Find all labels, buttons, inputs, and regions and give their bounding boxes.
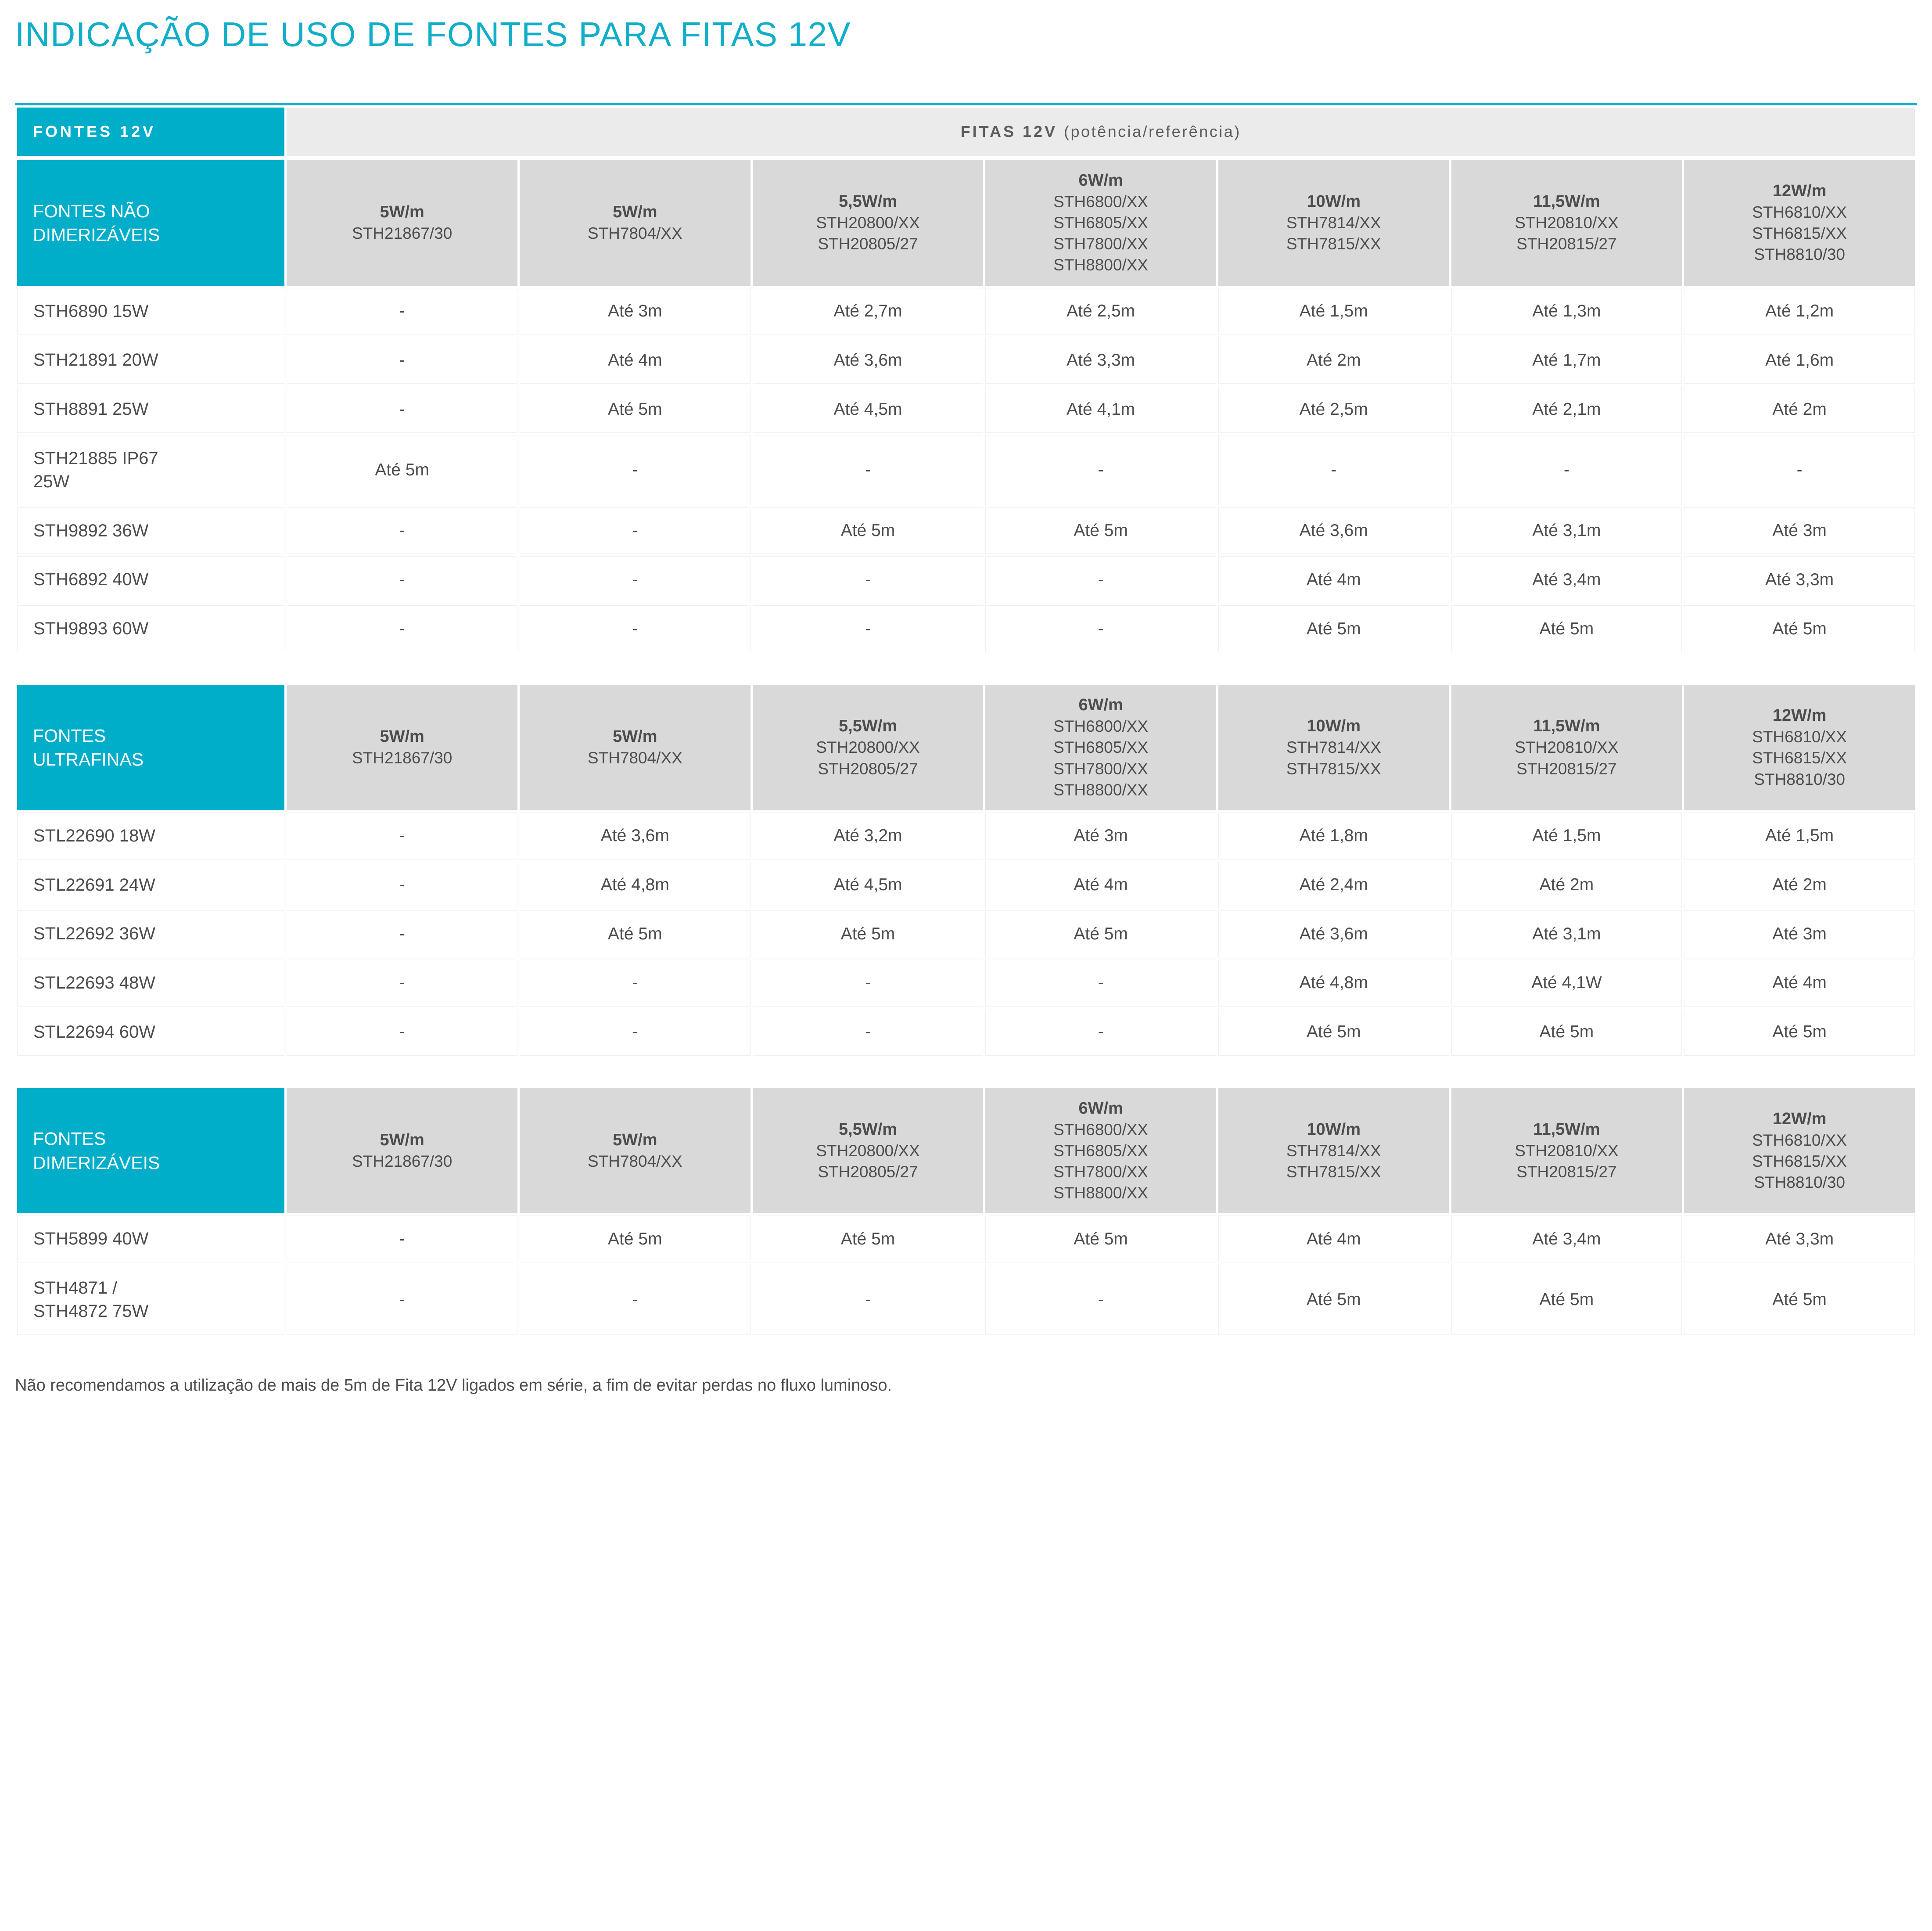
row-label xyxy=(17,605,284,652)
column-header-power: 12W/m xyxy=(1772,706,1827,725)
table-cell: Até 1,5m xyxy=(1218,288,1449,335)
column-header-ref: STH6800/XX xyxy=(1053,193,1149,211)
row-label-line: STH8891 25W xyxy=(33,399,149,419)
table-cell: Até 3,1m xyxy=(1451,507,1682,554)
table-cell: - xyxy=(753,556,984,603)
table-cell: - xyxy=(520,960,751,1007)
column-header-1 xyxy=(520,160,751,286)
table-cell: - xyxy=(985,605,1216,652)
column-header-ref: STH21867/30 xyxy=(352,1152,452,1171)
row-label-line: STH9893 60W xyxy=(33,619,149,639)
column-header-power: 6W/m xyxy=(1078,695,1123,714)
table-cell: - xyxy=(287,862,517,909)
table-cell: Até 3,6m xyxy=(520,813,751,859)
column-header-6 xyxy=(1684,160,1915,286)
column-header-ref: STH6815/XX xyxy=(1752,1152,1847,1171)
table-row xyxy=(17,556,1915,603)
table-cell: Até 2,1m xyxy=(1451,386,1682,433)
column-header-ref: STH8800/XX xyxy=(1053,256,1149,274)
table-cell: - xyxy=(287,337,517,384)
column-header-power: 10W/m xyxy=(1307,717,1361,736)
section-label-line: DIMERIZÁVEIS xyxy=(33,1152,160,1173)
row-label xyxy=(17,556,284,603)
table-cell: Até 4,1W xyxy=(1451,960,1682,1007)
table-cell: Até 1,5m xyxy=(1684,813,1915,859)
row-label-line: STL22692 36W xyxy=(33,924,155,944)
table-cell: - xyxy=(287,288,517,335)
table-cell: Até 3,6m xyxy=(1218,910,1449,957)
table-cell: - xyxy=(753,605,984,652)
table-cell: Até 4m xyxy=(1218,1215,1449,1262)
section-label-line: ULTRAFINAS xyxy=(33,749,144,770)
column-header-ref: STH20805/27 xyxy=(818,759,918,778)
table-cell: - xyxy=(985,435,1216,505)
row-label xyxy=(17,960,284,1007)
table-cell: - xyxy=(287,910,517,957)
table-cell: - xyxy=(520,1009,751,1056)
column-header-ref: STH6800/XX xyxy=(1053,717,1149,736)
column-header-power: 10W/m xyxy=(1307,1120,1361,1139)
table-cell: - xyxy=(753,435,984,505)
column-header-ref: STH7815/XX xyxy=(1286,759,1381,778)
column-header-ref: STH20805/27 xyxy=(818,235,918,253)
column-header-0 xyxy=(287,160,517,286)
column-header-power: 5,5W/m xyxy=(838,717,897,736)
table-row xyxy=(17,1265,1915,1335)
table-cell: Até 3m xyxy=(985,813,1216,859)
column-header-0 xyxy=(287,685,517,810)
row-label xyxy=(17,813,284,859)
column-header-3 xyxy=(985,1088,1216,1214)
row-label xyxy=(17,862,284,909)
row-label-line: STH6890 15W xyxy=(33,301,149,321)
page-title: INDICAÇÃO DE USO DE FONTES PARA FITAS 12V xyxy=(15,15,851,54)
column-header-1 xyxy=(520,685,751,810)
table-cell: Até 3,4m xyxy=(1451,1215,1682,1262)
column-header-ref: STH20805/27 xyxy=(818,1163,918,1181)
table-cell: - xyxy=(287,1215,517,1262)
column-header-ref: STH20810/XX xyxy=(1515,214,1619,232)
tables-container xyxy=(0,105,1932,1337)
table-cell: - xyxy=(287,1009,517,1056)
table-cell: Até 4,5m xyxy=(753,386,984,433)
column-header-ref: STH6810/XX xyxy=(1752,728,1847,746)
banner-fitas-light: (potência/referência) xyxy=(1064,122,1241,140)
section-label xyxy=(17,685,284,810)
column-header-power: 5,5W/m xyxy=(838,1120,897,1139)
column-header-ref: STH20800/XX xyxy=(816,738,920,757)
column-header-ref: STH6810/XX xyxy=(1752,203,1847,222)
table-cell: Até 5m xyxy=(520,1215,751,1262)
row-label-line: 25W xyxy=(33,471,70,491)
column-header-ref: STH6800/XX xyxy=(1053,1121,1149,1139)
column-header-ref: STH21867/30 xyxy=(352,224,452,243)
table-cell: Até 4,8m xyxy=(1218,960,1449,1007)
column-header-power: 12W/m xyxy=(1772,181,1827,200)
table-cell: - xyxy=(520,435,751,505)
table-cell: Até 2,5m xyxy=(985,288,1216,335)
table-cell: Até 2,7m xyxy=(753,288,984,335)
table-row xyxy=(17,813,1915,859)
table-cell: Até 2m xyxy=(1218,337,1449,384)
column-header-ref: STH20815/27 xyxy=(1516,235,1617,253)
table-cell: Até 3,2m xyxy=(753,813,984,859)
table-cell: Até 3,6m xyxy=(753,337,984,384)
row-label-line: STH5899 40W xyxy=(33,1229,149,1249)
column-header-ref: STH7815/XX xyxy=(1286,235,1381,253)
table-cell: Até 3,3m xyxy=(1684,1215,1915,1262)
table-cell: - xyxy=(287,386,517,433)
table-cell: - xyxy=(1218,435,1449,505)
column-header-ref: STH7800/XX xyxy=(1053,1163,1149,1181)
column-header-power: 12W/m xyxy=(1772,1109,1827,1128)
row-label xyxy=(17,435,284,505)
table-cell: Até 3,3m xyxy=(1684,556,1915,603)
section-label-line: DIMERIZÁVEIS xyxy=(33,224,160,245)
table-cell: - xyxy=(753,960,984,1007)
table-cell: Até 5m xyxy=(753,507,984,554)
column-header-2 xyxy=(753,1088,984,1214)
table-cell: Até 2,4m xyxy=(1218,862,1449,909)
column-header-0 xyxy=(287,1088,517,1214)
column-header-ref: STH7800/XX xyxy=(1053,235,1149,253)
column-header-ref: STH6815/XX xyxy=(1752,749,1847,767)
row-label-line: STL22694 60W xyxy=(33,1022,155,1042)
section-table-1 xyxy=(15,683,1917,1058)
banner-table xyxy=(15,105,1917,158)
column-header-power: 5W/m xyxy=(380,202,424,221)
column-header-3 xyxy=(985,160,1216,286)
column-header-ref: STH6805/XX xyxy=(1053,214,1149,232)
column-header-ref: STH7814/XX xyxy=(1286,1142,1381,1160)
table-cell: - xyxy=(287,1265,517,1335)
table-cell: - xyxy=(520,556,751,603)
table-row xyxy=(17,1009,1915,1056)
column-header-ref: STH7804/XX xyxy=(587,749,682,767)
column-header-power: 11,5W/m xyxy=(1533,717,1600,736)
table-cell: - xyxy=(287,605,517,652)
column-header-ref: STH21867/30 xyxy=(352,749,452,767)
column-header-6 xyxy=(1684,1088,1915,1214)
section-label-line: FONTES xyxy=(33,725,106,746)
row-label xyxy=(17,1265,284,1335)
column-header-ref: STH7814/XX xyxy=(1286,214,1381,232)
section-spacer xyxy=(15,654,1917,683)
banner-fitas-strong: FITAS 12V xyxy=(960,122,1064,140)
section-label-line: FONTES NÃO xyxy=(33,201,150,221)
table-row xyxy=(17,605,1915,652)
banner-row xyxy=(17,108,1915,156)
table-cell: Até 5m xyxy=(985,1215,1216,1262)
column-header-4 xyxy=(1218,160,1449,286)
table-cell: - xyxy=(287,960,517,1007)
section-table-2 xyxy=(15,1086,1917,1337)
column-header-6 xyxy=(1684,685,1915,810)
table-cell: Até 5m xyxy=(1218,605,1449,652)
table-cell: Até 5m xyxy=(1684,605,1915,652)
section-label-line: FONTES xyxy=(33,1129,106,1149)
table-cell: Até 4m xyxy=(1218,556,1449,603)
table-cell: - xyxy=(287,813,517,859)
column-header-2 xyxy=(753,160,984,286)
table-cell: - xyxy=(753,1009,984,1056)
table-cell: Até 2m xyxy=(1684,862,1915,909)
row-label-line: STH21891 20W xyxy=(33,350,158,370)
table-row xyxy=(17,386,1915,433)
column-header-power: 6W/m xyxy=(1078,171,1123,190)
table-cell: Até 5m xyxy=(1451,605,1682,652)
table-cell: - xyxy=(287,507,517,554)
column-header-power: 5W/m xyxy=(380,727,424,746)
table-cell: Até 4m xyxy=(985,862,1216,909)
section-spacer xyxy=(15,1058,1917,1086)
page-header xyxy=(0,0,1932,105)
table-cell: - xyxy=(985,556,1216,603)
column-header-4 xyxy=(1218,1088,1449,1214)
section-table-0 xyxy=(15,158,1917,654)
table-row xyxy=(17,960,1915,1007)
table-cell: - xyxy=(1451,435,1682,505)
table-cell: - xyxy=(753,1265,984,1335)
row-label xyxy=(17,1009,284,1056)
row-label xyxy=(17,910,284,957)
footer-note: Não recomendamos a utilização de mais de 5m de Fita 12V ligados em série, a fim de evitar perdas no fluxo luminoso. xyxy=(15,1376,892,1395)
table-cell: - xyxy=(985,1265,1216,1335)
table-cell: Até 4,5m xyxy=(753,862,984,909)
column-header-ref: STH8810/30 xyxy=(1754,770,1846,788)
table-row xyxy=(17,507,1915,554)
column-header-power: 5W/m xyxy=(613,727,657,746)
row-label xyxy=(17,386,284,433)
table-cell: Até 2,5m xyxy=(1218,386,1449,433)
table-cell: Até 1,5m xyxy=(1451,813,1682,859)
column-header-ref: STH20810/XX xyxy=(1515,1142,1619,1160)
section-header-row xyxy=(17,1088,1915,1214)
table-cell: - xyxy=(985,1009,1216,1056)
column-header-ref: STH6805/XX xyxy=(1053,738,1149,757)
table-cell: Até 1,6m xyxy=(1684,337,1915,384)
column-header-ref: STH20815/27 xyxy=(1516,1163,1617,1181)
table-cell: - xyxy=(287,556,517,603)
table-row xyxy=(17,435,1915,505)
column-header-ref: STH20810/XX xyxy=(1515,738,1619,757)
column-header-power: 5W/m xyxy=(613,1130,657,1149)
row-label-line: STH6892 40W xyxy=(33,570,149,590)
table-row xyxy=(17,288,1915,335)
column-header-ref: STH6815/XX xyxy=(1752,224,1847,243)
table-cell: Até 3m xyxy=(1684,910,1915,957)
table-cell: Até 5m xyxy=(1218,1009,1449,1056)
table-cell: Até 5m xyxy=(1451,1009,1682,1056)
table-cell: Até 1,7m xyxy=(1451,337,1682,384)
row-label-line: STH9892 36W xyxy=(33,521,149,540)
table-cell: - xyxy=(520,1265,751,1335)
table-cell: Até 5m xyxy=(520,910,751,957)
table-cell: Até 5m xyxy=(1684,1009,1915,1056)
table-cell: Até 3m xyxy=(1684,507,1915,554)
table-cell: Até 3m xyxy=(520,288,751,335)
column-header-ref: STH7804/XX xyxy=(587,224,682,243)
column-header-2 xyxy=(753,685,984,810)
row-label xyxy=(17,288,284,335)
column-header-1 xyxy=(520,1088,751,1214)
table-row xyxy=(17,337,1915,384)
column-header-ref: STH7815/XX xyxy=(1286,1163,1381,1181)
column-header-5 xyxy=(1451,685,1682,810)
column-header-ref: STH20800/XX xyxy=(816,214,920,232)
table-cell: Até 5m xyxy=(287,435,517,505)
banner-fontes-12v-label: FONTES 12V xyxy=(17,108,284,156)
column-header-ref: STH6805/XX xyxy=(1053,1142,1149,1160)
section-label xyxy=(17,160,284,286)
row-label-line: STL22690 18W xyxy=(33,826,155,845)
row-label-line: STL22693 48W xyxy=(33,973,155,993)
section-label xyxy=(17,1088,284,1214)
column-header-ref: STH6810/XX xyxy=(1752,1131,1847,1150)
row-label-line: STH21885 IP67 xyxy=(33,448,158,468)
table-cell: Até 1,3m xyxy=(1451,288,1682,335)
table-cell: - xyxy=(1684,435,1915,505)
table-cell: Até 4,1m xyxy=(985,386,1216,433)
column-header-power: 5W/m xyxy=(380,1130,424,1149)
table-cell: Até 4m xyxy=(1684,960,1915,1007)
section-header-row xyxy=(17,685,1915,810)
column-header-power: 6W/m xyxy=(1078,1099,1123,1118)
column-header-ref: STH8800/XX xyxy=(1053,1184,1149,1202)
table-cell: Até 5m xyxy=(753,1215,984,1262)
table-cell: Até 5m xyxy=(1218,1265,1449,1335)
column-header-power: 10W/m xyxy=(1307,192,1361,211)
column-header-3 xyxy=(985,685,1216,810)
table-cell: Até 1,8m xyxy=(1218,813,1449,859)
row-label-line: STL22691 24W xyxy=(33,875,155,895)
row-label-line: STH4872 75W xyxy=(33,1302,149,1321)
column-header-ref: STH7800/XX xyxy=(1053,759,1149,778)
column-header-ref: STH8810/30 xyxy=(1754,245,1846,264)
table-cell: Até 5m xyxy=(985,507,1216,554)
table-cell: - xyxy=(985,960,1216,1007)
table-cell: Até 3,3m xyxy=(985,337,1216,384)
table-cell: Até 5m xyxy=(753,910,984,957)
table-cell: - xyxy=(520,507,751,554)
table-row xyxy=(17,862,1915,909)
column-header-ref: STH20815/27 xyxy=(1516,759,1617,778)
table-cell: Até 3,4m xyxy=(1451,556,1682,603)
table-cell: Até 5m xyxy=(1684,1265,1915,1335)
row-label-line: STH4871 / xyxy=(33,1278,118,1298)
table-cell: Até 4,8m xyxy=(520,862,751,909)
table-row xyxy=(17,1215,1915,1262)
table-cell: Até 5m xyxy=(985,910,1216,957)
column-header-ref: STH7814/XX xyxy=(1286,738,1381,757)
column-header-5 xyxy=(1451,1088,1682,1214)
column-header-ref: STH20800/XX xyxy=(816,1142,920,1160)
table-cell: Até 1,2m xyxy=(1684,288,1915,335)
table-cell: Até 5m xyxy=(1451,1265,1682,1335)
table-cell: Até 2m xyxy=(1684,386,1915,433)
row-label xyxy=(17,1215,284,1262)
row-label xyxy=(17,507,284,554)
column-header-5 xyxy=(1451,160,1682,286)
column-header-power: 11,5W/m xyxy=(1533,192,1600,211)
table-cell: Até 5m xyxy=(520,386,751,433)
column-header-power: 5W/m xyxy=(613,202,657,221)
table-cell: - xyxy=(520,605,751,652)
table-row xyxy=(17,910,1915,957)
column-header-ref: STH8810/30 xyxy=(1754,1173,1846,1192)
banner-fitas-12v-label xyxy=(287,108,1915,156)
column-header-power: 5,5W/m xyxy=(838,192,897,211)
column-header-ref: STH7804/XX xyxy=(587,1152,682,1171)
row-label xyxy=(17,337,284,384)
table-cell: Até 3,6m xyxy=(1218,507,1449,554)
column-header-4 xyxy=(1218,685,1449,810)
table-cell: Até 3,1m xyxy=(1451,910,1682,957)
section-header-row xyxy=(17,160,1915,286)
column-header-power: 11,5W/m xyxy=(1533,1120,1600,1139)
table-cell: Até 4m xyxy=(520,337,751,384)
column-header-ref: STH8800/XX xyxy=(1053,780,1149,799)
table-cell: Até 2m xyxy=(1451,862,1682,909)
